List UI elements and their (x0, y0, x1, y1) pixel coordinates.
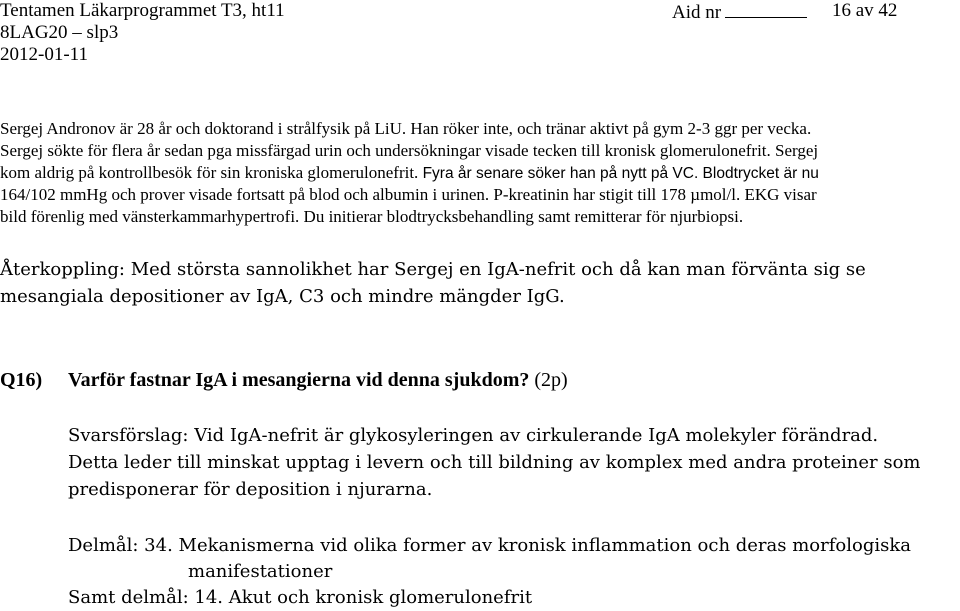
answer-line-1: Svarsförslag: Vid IgA-nefrit är glykosyleringen av cirkulerande IgA molekyler förändrad. (68, 425, 879, 446)
feedback-line-1: Återkoppling: Med största sannolikhet har Sergej en IgA-nefrit och då kan man förvänta sig se (0, 259, 866, 280)
answer-line-3: predisponerar för deposition i njurarna. (68, 479, 433, 500)
case-line-3a: kom aldrig på kontrollbesök för sin kroniska glomerulonefrit. (0, 163, 419, 182)
case-line-5: bild förenlig med vänsterkammarhypertrofi. Du initierar blodtrycksbehandling samt remitterar för njurbiopsi. (0, 207, 744, 226)
question-tag: Q16) (0, 369, 43, 391)
goal-line-3: Samt delmål: 14. Akut och kronisk glomerulonefrit (68, 587, 533, 608)
case-line-4: 164/102 mmHg och prover visade fortsatt på blod och albumin i urinen. P-kreatinin har stigit till 178 µmol/l. EKG visar (0, 185, 817, 204)
aid-number-field (672, 0, 807, 24)
course-code: 8LAG20 – slp3 (0, 22, 119, 43)
exam-title: Tentamen Läkarprogrammet T3, ht11 (0, 0, 285, 21)
aid-blank-line (725, 0, 807, 18)
goal-line-2: manifestationer (188, 561, 333, 582)
aid-label: Aid nr (672, 2, 722, 23)
question-16 (0, 368, 568, 392)
question-text: Varför fastnar IgA i mesangierna vid denna sjukdom? (68, 369, 530, 391)
exam-date: 2012-01-11 (0, 44, 88, 65)
goal-line-1: Delmål: 34. Mekanismerna vid olika former av kronisk inflammation och deras morfologiska (68, 535, 911, 556)
case-line-1: Sergej Andronov är 28 år och doktorand i strålfysik på LiU. Han röker inte, och tränar aktivt på gym 2-3 ggr per vecka. (0, 119, 812, 138)
question-points: (2p) (529, 369, 568, 391)
case-line-3b: Fyra år senare söker han på nytt på VC. Blodtrycket är nu (422, 165, 819, 182)
case-line-2: Sergej sökte för flera år sedan pga missfärgad urin och undersökningar visade tecken till kronisk glomerulonefrit. Sergej (0, 141, 819, 160)
page-number: 16 av 42 (832, 0, 898, 21)
answer-line-2: Detta leder till minskat upptag i levern och till bildning av komplex med andra proteiner som (68, 452, 921, 473)
feedback-line-2: mesangiala depositioner av IgA, C3 och mindre mängder IgG. (0, 286, 565, 307)
case-line-3 (0, 162, 819, 185)
